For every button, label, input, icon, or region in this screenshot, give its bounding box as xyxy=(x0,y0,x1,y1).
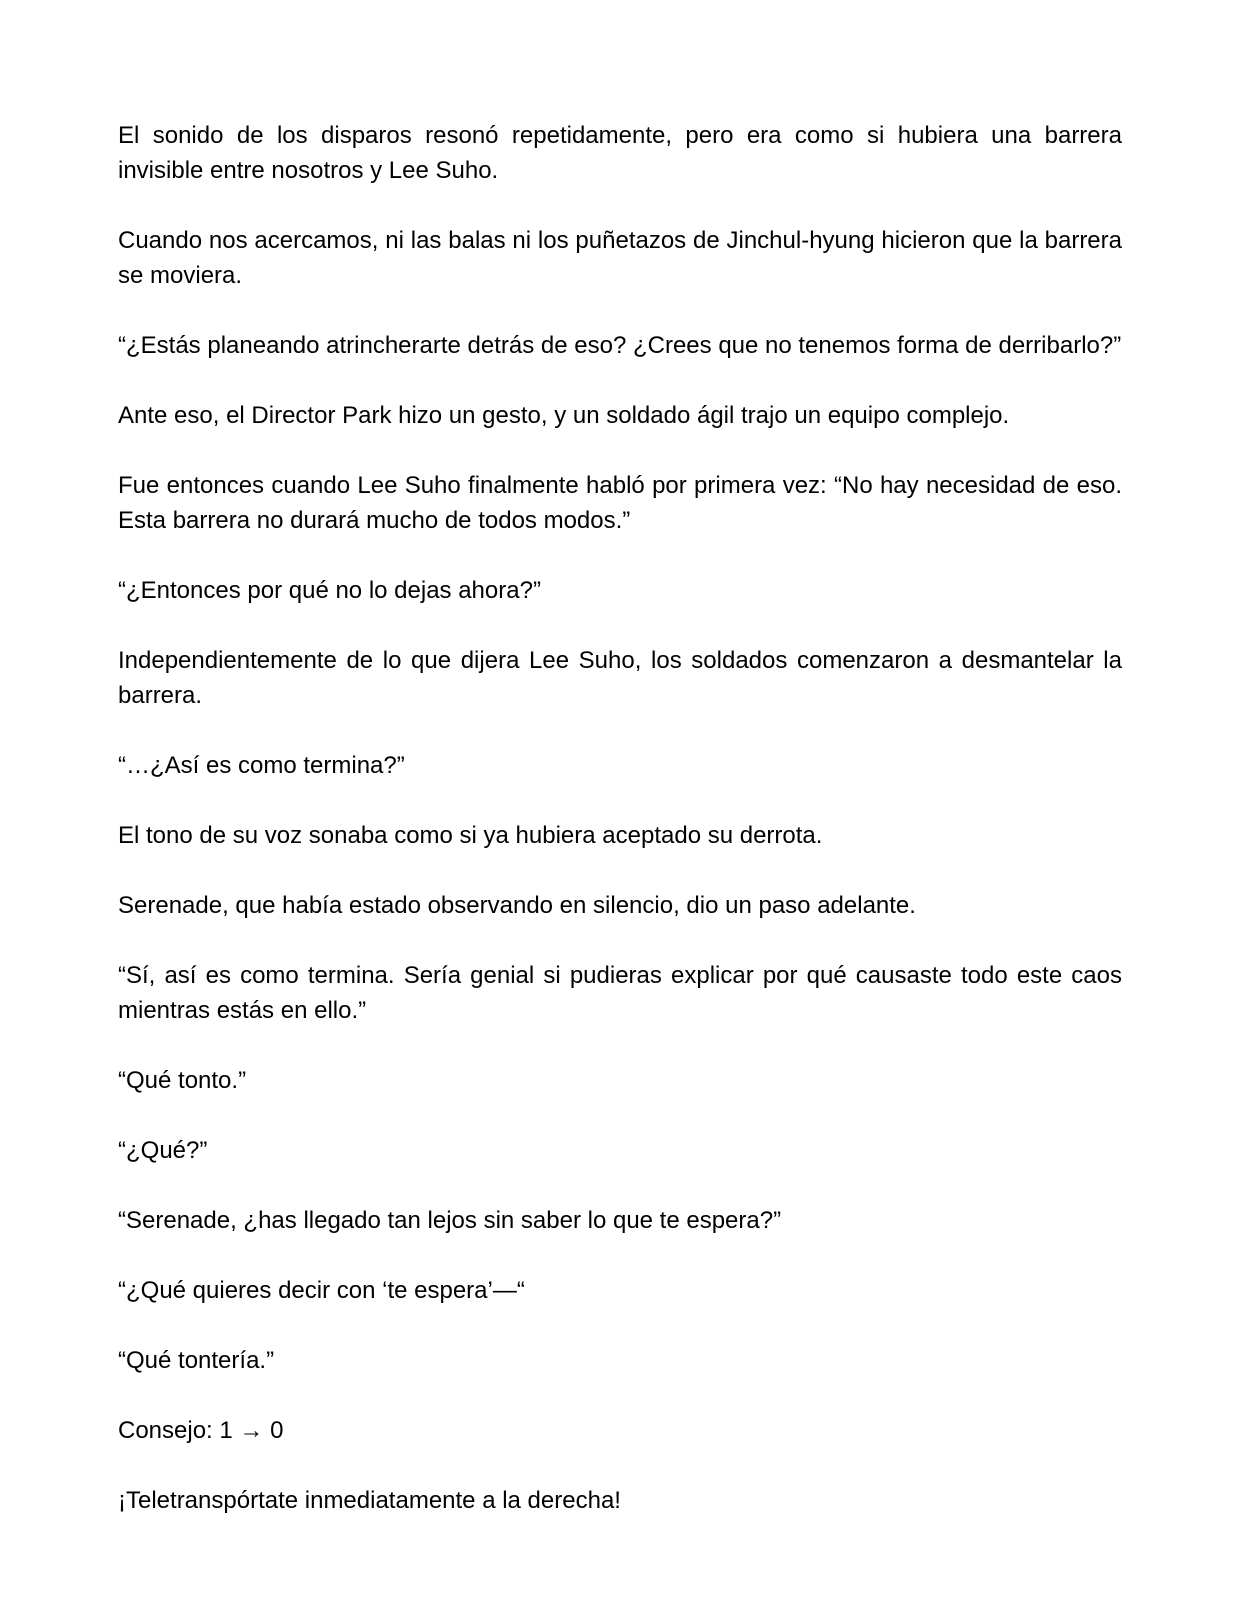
paragraph-10: Serenade, que había estado observando en silencio, dio un paso adelante. xyxy=(118,892,916,919)
paragraph-3: “¿Estás planeando atrincherarte detrás de eso? ¿Crees que no tenemos forma de derribarlo?” xyxy=(118,332,1122,359)
paragraph-11: “Sí, así es como termina. Sería genial si pudieras explicar por qué causaste todo este caos mientras estás en ello.” xyxy=(118,962,1122,1024)
paragraph-12: “Qué tonto.” xyxy=(118,1067,247,1094)
paragraph-18: ¡Teletranspórtate inmediatamente a la derecha! xyxy=(118,1487,621,1514)
paragraph-16: “Qué tontería.” xyxy=(118,1347,275,1374)
paragraph-7: Independientemente de lo que dijera Lee Suho, los soldados comenzaron a desmantelar la barrera. xyxy=(118,647,1122,709)
paragraph-9: El tono de su voz sonaba como si ya hubiera aceptado su derrota. xyxy=(118,822,823,849)
paragraph-6: “¿Entonces por qué no lo dejas ahora?” xyxy=(118,577,541,604)
paragraph-17: Consejo: 1 → 0 xyxy=(118,1417,284,1444)
paragraph-4: Ante eso, el Director Park hizo un gesto, y un soldado ágil trajo un equipo complejo. xyxy=(118,402,1010,429)
paragraph-1: El sonido de los disparos resonó repetidamente, pero era como si hubiera una barrera invisible entre nosotros y Lee Suho. xyxy=(118,122,1122,184)
paragraph-15: “¿Qué quieres decir con ‘te espera’—“ xyxy=(118,1277,525,1304)
paragraph-8: “…¿Así es como termina?” xyxy=(118,752,405,779)
paragraph-2: Cuando nos acercamos, ni las balas ni los puñetazos de Jinchul-hyung hicieron que la barrera se moviera. xyxy=(118,227,1122,289)
paragraph-5: Fue entonces cuando Lee Suho finalmente habló por primera vez: “No hay necesidad de eso. Esta barrera no durará mucho de todos modos.” xyxy=(118,472,1122,534)
paragraph-14: “Serenade, ¿has llegado tan lejos sin saber lo que te espera?” xyxy=(118,1207,782,1234)
paragraph-13: “¿Qué?” xyxy=(118,1137,208,1164)
